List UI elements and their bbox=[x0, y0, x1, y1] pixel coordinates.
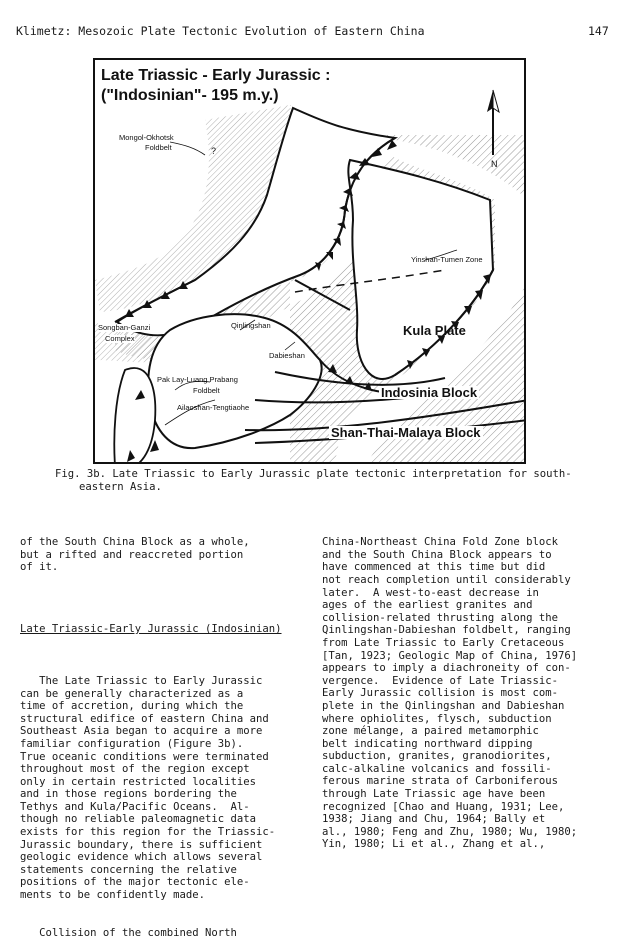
label-pak-lay: Pak Lay-Luang Prabang bbox=[157, 375, 238, 384]
label-shan-thai-malaya: Shan-Thai-Malaya Block bbox=[331, 425, 481, 440]
label-qinlingshan: Qinlingshan bbox=[231, 321, 271, 330]
northeast-block bbox=[348, 160, 493, 379]
question-mark: ? bbox=[211, 146, 217, 156]
page-number: 147 bbox=[588, 24, 609, 38]
left-intro: of the South China Block as a whole, but a rifted and reaccreted portion of it. bbox=[20, 536, 250, 574]
label-mongol-okhotsk: Mongol-Okhotsk bbox=[119, 133, 174, 142]
left-paragraph-2: Collision of the combined North bbox=[20, 926, 237, 939]
figure-caption bbox=[55, 468, 585, 494]
label-indosinia-block: Indosinia Block bbox=[381, 385, 478, 400]
caption-line-1: Fig. 3b. Late Triassic to Early Jurassic plate tectonic interpretation for south- bbox=[55, 468, 572, 480]
running-title: Klimetz: Mesozoic Plate Tectonic Evolution of Eastern China bbox=[16, 24, 425, 38]
figure-title-line2: ("Indosinian"- 195 m.y.) bbox=[101, 87, 279, 104]
label-kula-plate: Kula Plate bbox=[403, 323, 466, 338]
caption-line-2: eastern Asia. bbox=[79, 481, 162, 493]
right-column bbox=[322, 511, 622, 864]
left-column bbox=[20, 511, 310, 952]
tectonic-map-figure bbox=[93, 58, 526, 464]
label-ailaoshan: Ailaoshan-Tengtiaohe bbox=[177, 403, 250, 412]
label-yinshan-tumen: Yinshan-Tumen Zone bbox=[411, 255, 483, 264]
label-dabieshan: Dabieshan bbox=[269, 351, 305, 360]
figure-title-line1: Late Triassic - Early Jurassic : bbox=[101, 67, 331, 84]
section-heading: Late Triassic-Early Jurassic (Indosinian) bbox=[20, 623, 282, 636]
label-mongol-foldbelt: Foldbelt bbox=[145, 143, 172, 152]
north-label: N bbox=[491, 159, 498, 169]
right-paragraph: China-Northeast China Fold Zone block and the South China Block appears to have commenced at this time but did not reach completion until considerably later. A west-to-east decrease in ages of the earliest granites and collision-related thrusting along the Qinlingshan-Dabieshan foldbelt, ranging from Late Triassic to Early Cretaceous [Tan, 1923; Geologic Map of China, 1976] appears to imply a diachroneity of con- vergence. Evidence of Late Triassic- Early Jurassic collision is most com- plete in the Qinlingshan and Dabieshan where ophiolites, flysch, subduction zone mélange, a paired metamorphic belt indicating northward dipping subduction, granites, granodiorites, calc-alkaline volcanics and fossili- ferous marine strata of Carboniferous through Late Triassic age have been recognized [Chao and Huang, 1931; Lee, 1938; Jiang and Chu, 1964; Bally et al., 1980; Feng and Zhu, 1980; Wu, 1980; Yin, 1980; Li et al., Zhang et al., bbox=[322, 536, 578, 851]
left-paragraph-1: The Late Triassic to Early Jurassic can be generally characterized as a time of accretion, during which the structural edifice of eastern China and Southeast Asia began to acquire a more familiar configuration (Figure 3b). True oceanic conditions were terminated throughout most of the region except only in certain restricted localities and in those regions bordering the Tethys and Kula/Pacific Oceans. Al- though no reliable paleomagnetic data exists for this region for the Triassic- Jurassic boundary, there is sufficient geologic evidence which allows several statements concerning the relative positions of the major tectonic ele- ments to be confidently made. bbox=[20, 674, 276, 902]
label-complex: Complex bbox=[105, 334, 135, 343]
indochina-block bbox=[114, 368, 155, 464]
label-songban-ganzi: Songban-Ganzi bbox=[98, 323, 151, 332]
label-pak-lay-foldbelt: Foldbelt bbox=[193, 386, 220, 395]
